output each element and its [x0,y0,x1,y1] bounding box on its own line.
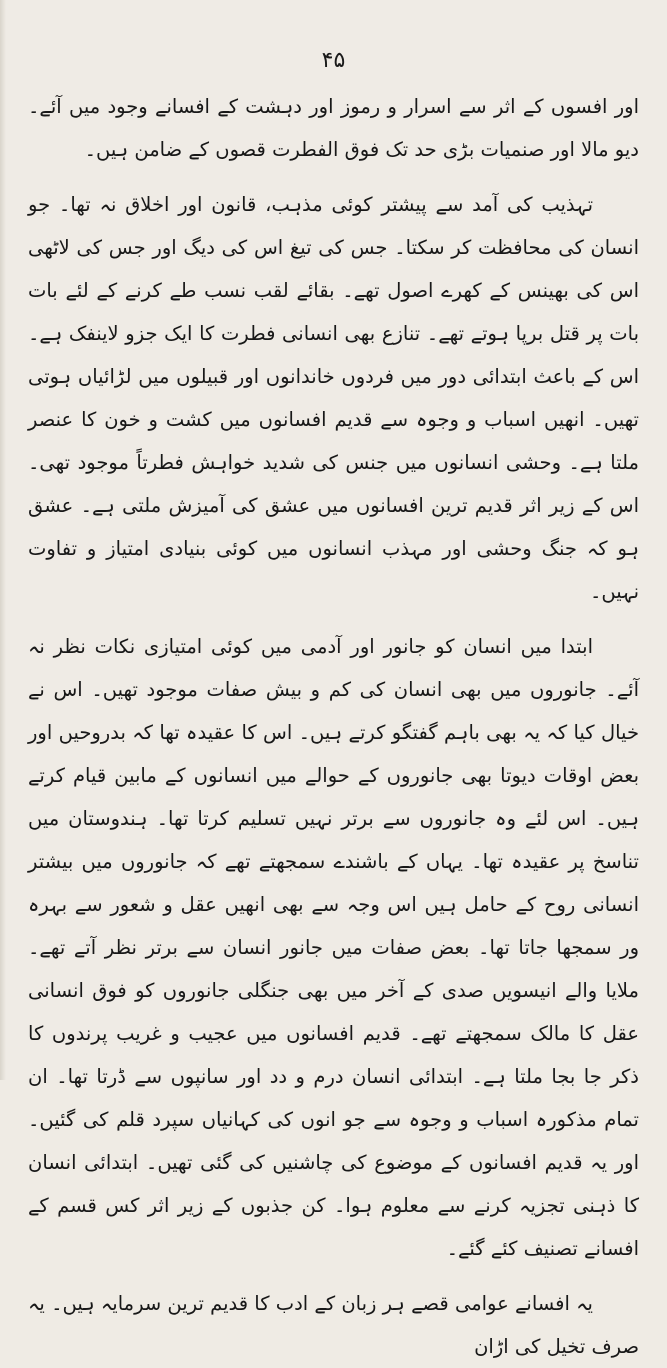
page-edge-shadow [0,0,6,1080]
page-number: ۴۵ [321,48,346,73]
paragraph-4: یہ افسانے عوامی قصے ہر زبان کے ادب کا قدیم ترین سرمایہ ہیں۔ یہ صرف تخیل کی اڑان [28,1292,639,1358]
paragraph-2: تہذیب کی آمد سے پیشتر کوئی مذہب، قانون اور اخلاق نہ تھا۔ جو انسان کی محافظت کر سکتا۔ جس کی تیغ اس کی دیگ اور جس کی لاٹھی اس کی بھینس کے کھرے اصول تھے۔ بقائے لقب نسب طے کرنے کے لئے بات بات پر قتل برپا ہوتے تھے۔ تنازع بھی انسانی فطرت کا ایک جزو لاینفک ہے۔ اس کے باعث ابتدائی دور میں فردوں خاندانوں اور قبیلوں میں لڑائیاں ہوتی تھیں۔ انھیں اسباب و وجوہ سے قدیم افسانوں میں کشت و خون کا عنصر ملتا ہے۔ وحشی انسانوں میں جنس کی شدید خواہش فطرتاً موجود تھی۔ اس کے زیر اثر قدیم ترین افسانوں میں عشق کی آمیزش ملتی ہے۔ عشق ہو کہ جنگ وحشی اور مہذب انسانوں میں کوئی بنیادی امتیاز و تفاوت نہیں۔ [28,193,639,603]
body-text [28,85,639,1368]
paragraph-1: اور افسوں کے اثر سے اسرار و رموز اور دہشت کے افسانے وجود میں آئے۔ دیو مالا اور صنمیات بڑی حد تک فوق الفطرت قصوں کے ضامن ہیں۔ [28,95,639,161]
paragraph-3: ابتدا میں انسان کو جانور اور آدمی میں کوئی امتیازی نکات نظر نہ آئے۔ جانوروں میں بھی انسان کی کم و بیش صفات موجود تھیں۔ اس نے خیال کیا کہ یہ بھی باہم گفتگو کرتے ہیں۔ اس کا عقیدہ تھا کہ بدروحیں اور بعض اوقات دیوتا بھی جانوروں کے حوالے میں انسانوں کے مابین قیام کرتے ہیں۔ اس لئے وہ جانوروں سے برتر نہیں تسلیم کرتا تھا۔ ہندوستان میں تناسخ پر عقیدہ تھا۔ یہاں کے باشندے سمجھتے تھے کہ جانوروں میں بیشتر انسانی روح کے حامل ہیں اس وجہ سے بھی انھیں عقل و شعور سے بہرہ ور سمجھا جاتا تھا۔ بعض صفات میں جانور انسان سے برتر نظر آتے تھے۔ ملایا والے انیسویں صدی کے آخر میں بھی جنگلی جانوروں کو فوق انسانی عقل کا مالک سمجھتے تھے۔ قدیم افسانوں میں عجیب و غریب پرندوں کا ذکر جا بجا ملتا ہے۔ ابتدائی انسان درم و دد اور سانپوں سے ڈرتا تھا۔ ان تمام مذکورہ اسباب و وجوہ سے جو انوں کی کہانیاں سپرد قلم کی گئیں۔ اور یہ قدیم افسانوں کے موضوع کی چاشنیں کی گئی تھیں۔ ابتدائی انسان کا ذہنی تجزیہ کرنے سے معلوم ہوا۔ کن جذبوں کے زیر اثر کس قسم کے افسانے تصنیف کئے گئے۔ [28,635,639,1260]
